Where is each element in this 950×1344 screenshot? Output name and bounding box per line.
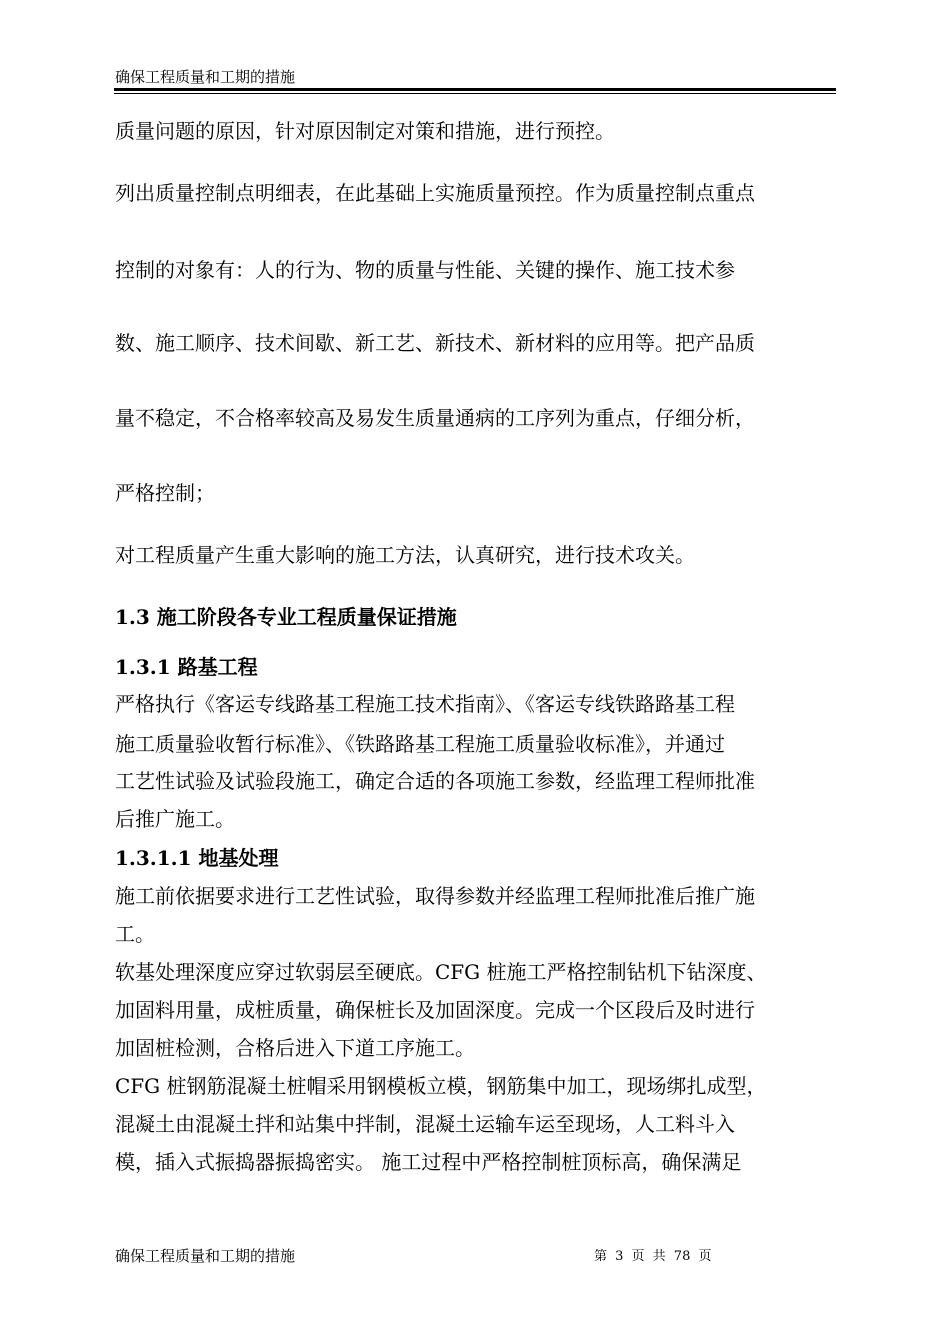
text-line: 混凝土由混凝土拌和站集中拌制，混凝土运输车运至现场，人工料斗入 (115, 1112, 735, 1136)
subsubsection-heading: 1.3.1.1 地基处理 (115, 846, 279, 870)
text-line: 工艺性试验及试验段施工，确定合适的各项施工参数，经监理工程师批准 (115, 769, 755, 793)
text-line: 质量问题的原因，针对原因制定对策和措施，进行预控。 (115, 119, 615, 143)
text-line: 施工质量验收暂行标准》、《铁路路基工程施工质量验收标准》，并通过 (115, 732, 725, 756)
subsection-heading: 1.3.1 路基工程 (115, 655, 258, 679)
text-line: 软基处理深度应穿过软弱层至硬底。CFG 桩施工严格控制钻机下钻深度、 (115, 960, 767, 984)
text-line: 列出质量控制点明细表，在此基础上实施质量预控。作为质量控制点重点 (115, 181, 755, 205)
text-line: 后推广施工。 (115, 807, 235, 831)
text-line: 加固料用量，成桩质量，确保桩长及加固深度。完成一个区段后及时进行 (115, 998, 755, 1022)
text-line: 模，插入式振捣器振捣密实。 施工过程中严格控制桩顶标高，确保满足 (115, 1150, 742, 1174)
text-line: CFG 桩钢筋混凝土桩帽采用钢模板立模，钢筋集中加工，现场绑扎成型， (115, 1074, 767, 1098)
header-rule-thick (114, 88, 836, 91)
text-line: 控制的对象有：人的行为、物的质量与性能、关键的操作、施工技术参 (115, 258, 735, 282)
text-line: 工。 (115, 922, 155, 946)
text-line: 加固桩检测，合格后进入下道工序施工。 (115, 1036, 475, 1060)
header-rule-thin (114, 93, 836, 94)
text-line: 严格控制； (115, 481, 215, 505)
text-line: 严格执行《客运专线路基工程施工技术指南》、《客运专线铁路路基工程 (115, 692, 735, 716)
page-number: 第 3 页 共 78 页 (594, 1249, 712, 1264)
text-line: 施工前依据要求进行工艺性试验，取得参数并经监理工程师批准后推广施 (115, 884, 755, 908)
footer-title: 确保工程质量和工期的措施 (115, 1247, 296, 1265)
header-title: 确保工程质量和工期的措施 (115, 68, 296, 86)
section-heading: 1.3 施工阶段各专业工程质量保证措施 (115, 605, 457, 629)
text-line: 数、施工顺序、技术间歇、新工艺、新技术、新材料的应用等。把产品质 (115, 331, 755, 355)
text-line: 量不稳定，不合格率较高及易发生质量通病的工序列为重点，仔细分析， (115, 406, 755, 430)
text-line: 对工程质量产生重大影响的施工方法，认真研究，进行技术攻关。 (115, 543, 695, 567)
